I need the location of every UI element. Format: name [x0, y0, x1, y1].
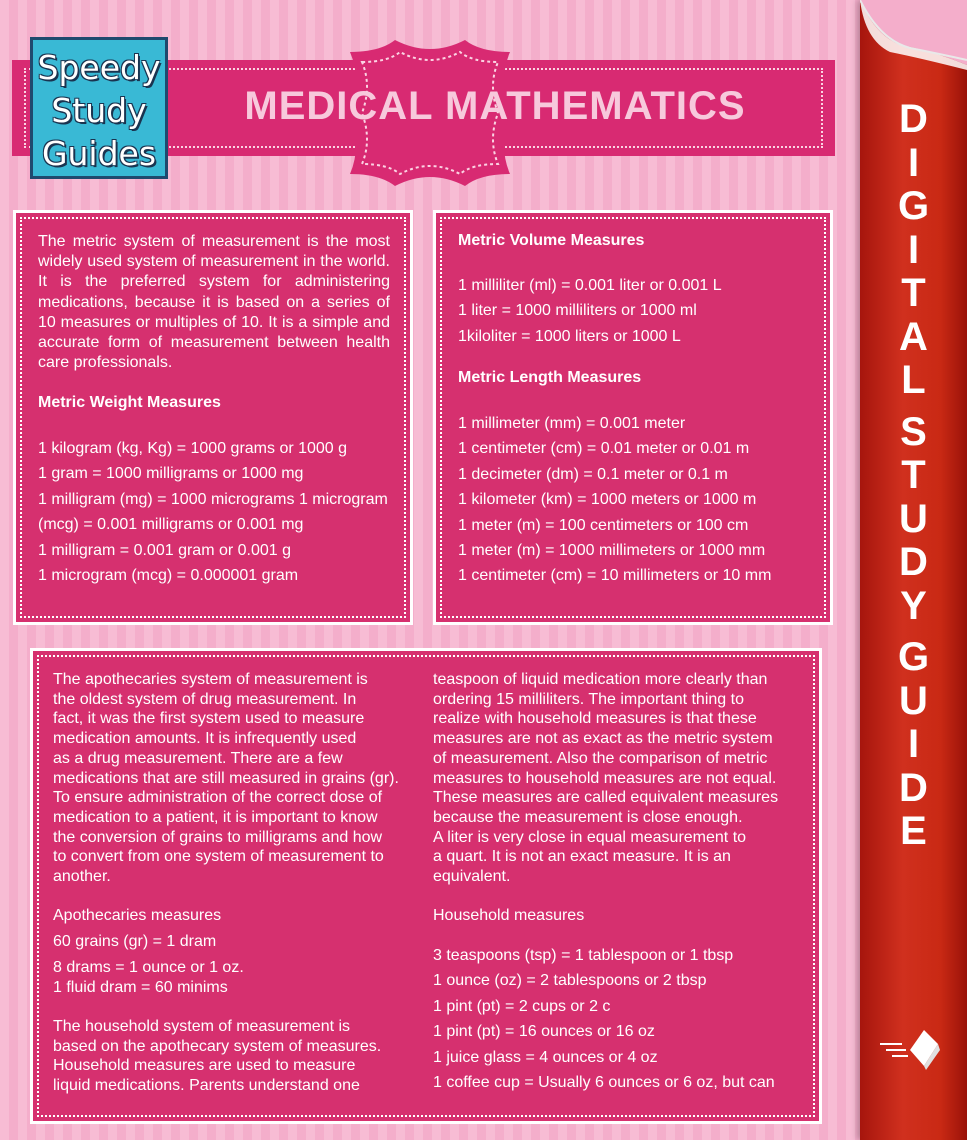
publisher-logo-icon: [880, 1022, 950, 1072]
paragraph-line: measures to household measures are not equal.: [433, 769, 777, 787]
spine-letter: I: [907, 227, 920, 272]
paragraph-line: measures are not as exact as the metric system: [433, 730, 773, 748]
logo-line: Guides: [41, 134, 157, 173]
spine-letter: D: [899, 97, 928, 141]
paragraph-line: To ensure administration of the correct dose of: [53, 789, 383, 807]
paragraph-line: because the measurement is close enough.: [433, 808, 743, 826]
household-intro-paragraph: [53, 1017, 381, 1096]
metric-intro-paragraph: The metric system of measurement is the most widely used system of measurement in the world. It is the preferred system for administering medications, because it is based on a series of 10 measures or multiples of 10. It is a simple and accurate form of measurement between health care professionals.: [38, 233, 390, 372]
list-item: 1kiloliter = 1000 liters or 1000 L: [458, 327, 681, 345]
list-item: 1 ounce (oz) = 2 tablespoons or 2 tbsp: [433, 972, 707, 990]
spine: [860, 0, 967, 1140]
apothecaries-list: [53, 958, 244, 997]
list-item: 1 milliliter (ml) = 0.001 liter or 0.001 L: [458, 277, 722, 294]
page-curl-icon: [860, 0, 967, 70]
paragraph-line: realize with household measures is that these: [433, 710, 757, 728]
spine-letter: I: [907, 140, 920, 185]
metric-weight-list: [38, 436, 388, 588]
spine-letter: G: [897, 184, 930, 228]
spine-letter: L: [901, 358, 926, 402]
spine-letter: I: [907, 722, 920, 766]
metric-length-heading: Metric Length Measures: [458, 369, 642, 386]
list-item: 1 kilogram (kg, Kg) = 1000 grams or 1000 g: [38, 440, 348, 457]
paragraph-line: another.: [53, 868, 111, 886]
page-title: MEDICAL MATHEMATICS: [244, 84, 746, 128]
paragraph-line: A liter is very close in equal measurement to: [433, 828, 747, 846]
list-item: 1 kilometer (km) = 1000 meters or 1000 m: [458, 491, 757, 509]
spine-letter: E: [900, 809, 927, 853]
apothecaries-heading: Apothecaries measures: [53, 907, 222, 924]
spine-letter: A: [899, 314, 928, 359]
paragraph-line: based on the apothecary system of measures.: [53, 1037, 382, 1055]
spine-letter: D: [899, 540, 928, 584]
metric-length-list: [458, 411, 771, 589]
paragraph-line: ordering 15 milliliters. The important thing to: [433, 690, 744, 708]
metric-weight-heading: Metric Weight Measures: [38, 394, 221, 411]
spine-letter: U: [899, 496, 928, 541]
paragraph-line: medications that are still measured in grains (gr).: [53, 769, 399, 787]
list-item: 8 drams = 1 ounce or 1 oz.: [53, 959, 244, 976]
paragraph-line: to convert from one system of measurement to: [53, 848, 384, 866]
list-item: 1 microgram (mcg) = 0.000001 gram: [38, 567, 299, 585]
household-comparison-paragraph: [433, 670, 778, 887]
list-item: 1 juice glass = 4 ounces or 4 oz: [433, 1048, 658, 1066]
list-item: 1 millimeter (mm) = 0.001 meter: [458, 415, 686, 432]
list-item: 3 teaspoons (tsp) = 1 tablespoon or 1 tbsp: [433, 947, 734, 964]
paragraph-line: fact, it was the first system used to measure: [53, 710, 365, 728]
paragraph-line: The apothecaries system of measurement is: [53, 671, 368, 688]
paragraph-line: These measures are called equivalent measures: [433, 789, 779, 807]
household-list: [433, 943, 775, 1095]
list-item: (mcg) = 0.001 milligrams or 0.001 mg: [38, 516, 304, 534]
speedy-study-guides-logo: [30, 37, 168, 179]
spine-letter: S: [900, 409, 927, 454]
spine-letter: D: [899, 765, 928, 810]
spine-letter: G: [897, 635, 930, 679]
list-item: 1 meter (m) = 100 centimeters or 100 cm: [458, 516, 749, 534]
paragraph-line: equivalent.: [433, 868, 511, 886]
household-heading: Household measures: [433, 907, 585, 924]
list-item: 1 gram = 1000 milligrams or 1000 mg: [38, 465, 304, 483]
list-item: 1 milligram = 0.001 gram or 0.001 g: [38, 541, 292, 559]
paragraph-line: liquid medications. Parents understand one: [53, 1077, 360, 1095]
logo-line: Speedy: [37, 48, 161, 87]
paragraph-line: as a drug measurement. There are a few: [53, 749, 343, 767]
spine-title: [860, 98, 967, 854]
list-item: 1 centimeter (cm) = 10 millimeters or 10 mm: [458, 567, 772, 585]
list-item: 1 meter (m) = 1000 millimeters or 1000 mm: [458, 542, 766, 560]
paragraph-line: the oldest system of drug measurement. In: [53, 690, 357, 708]
metric-volume-list: [458, 273, 722, 349]
logo-line: Study: [51, 91, 147, 130]
paragraph-line: teaspoon of liquid medication more clearly than: [433, 671, 768, 688]
paragraph-line: the conversion of grains to milligrams and how: [53, 828, 383, 846]
paragraph-line: a quart. It is not an exact measure. It is an: [433, 848, 731, 866]
paragraph-line: medication amounts. It is infrequently used: [53, 730, 357, 748]
list-item: 1 liter = 1000 milliliters or 1000 ml: [458, 302, 697, 320]
list-item: 1 pint (pt) = 16 ounces or 16 oz: [433, 1023, 655, 1041]
metric-volume-heading: Metric Volume Measures: [458, 232, 645, 249]
list-item: 1 centimeter (cm) = 0.01 meter or 0.01 m: [458, 440, 750, 458]
paragraph-line: Household measures are used to measure: [53, 1057, 356, 1075]
apothecary-paragraph: [53, 670, 399, 887]
list-item: 1 coffee cup = Usually 6 ounces or 6 oz, but can: [433, 1074, 775, 1092]
list-item: 1 fluid dram = 60 minims: [53, 978, 228, 996]
paragraph-line: medication to a patient, it is important to know: [53, 808, 378, 826]
spine-letter: Y: [900, 583, 927, 628]
paragraph-line: of measurement. Also the comparison of metric: [433, 749, 768, 767]
spine-letter: T: [901, 453, 926, 497]
spine-letter: T: [901, 271, 926, 315]
spine-letter: U: [899, 678, 928, 723]
list-item: 60 grains (gr) = 1 dram: [53, 933, 217, 950]
list-item: 1 pint (pt) = 2 cups or 2 c: [433, 997, 611, 1015]
list-item: 1 milligram (mg) = 1000 micrograms 1 microgram: [38, 490, 388, 508]
paragraph-line: The household system of measurement is: [53, 1018, 351, 1035]
list-item: 1 decimeter (dm) = 0.1 meter or 0.1 m: [458, 465, 728, 483]
